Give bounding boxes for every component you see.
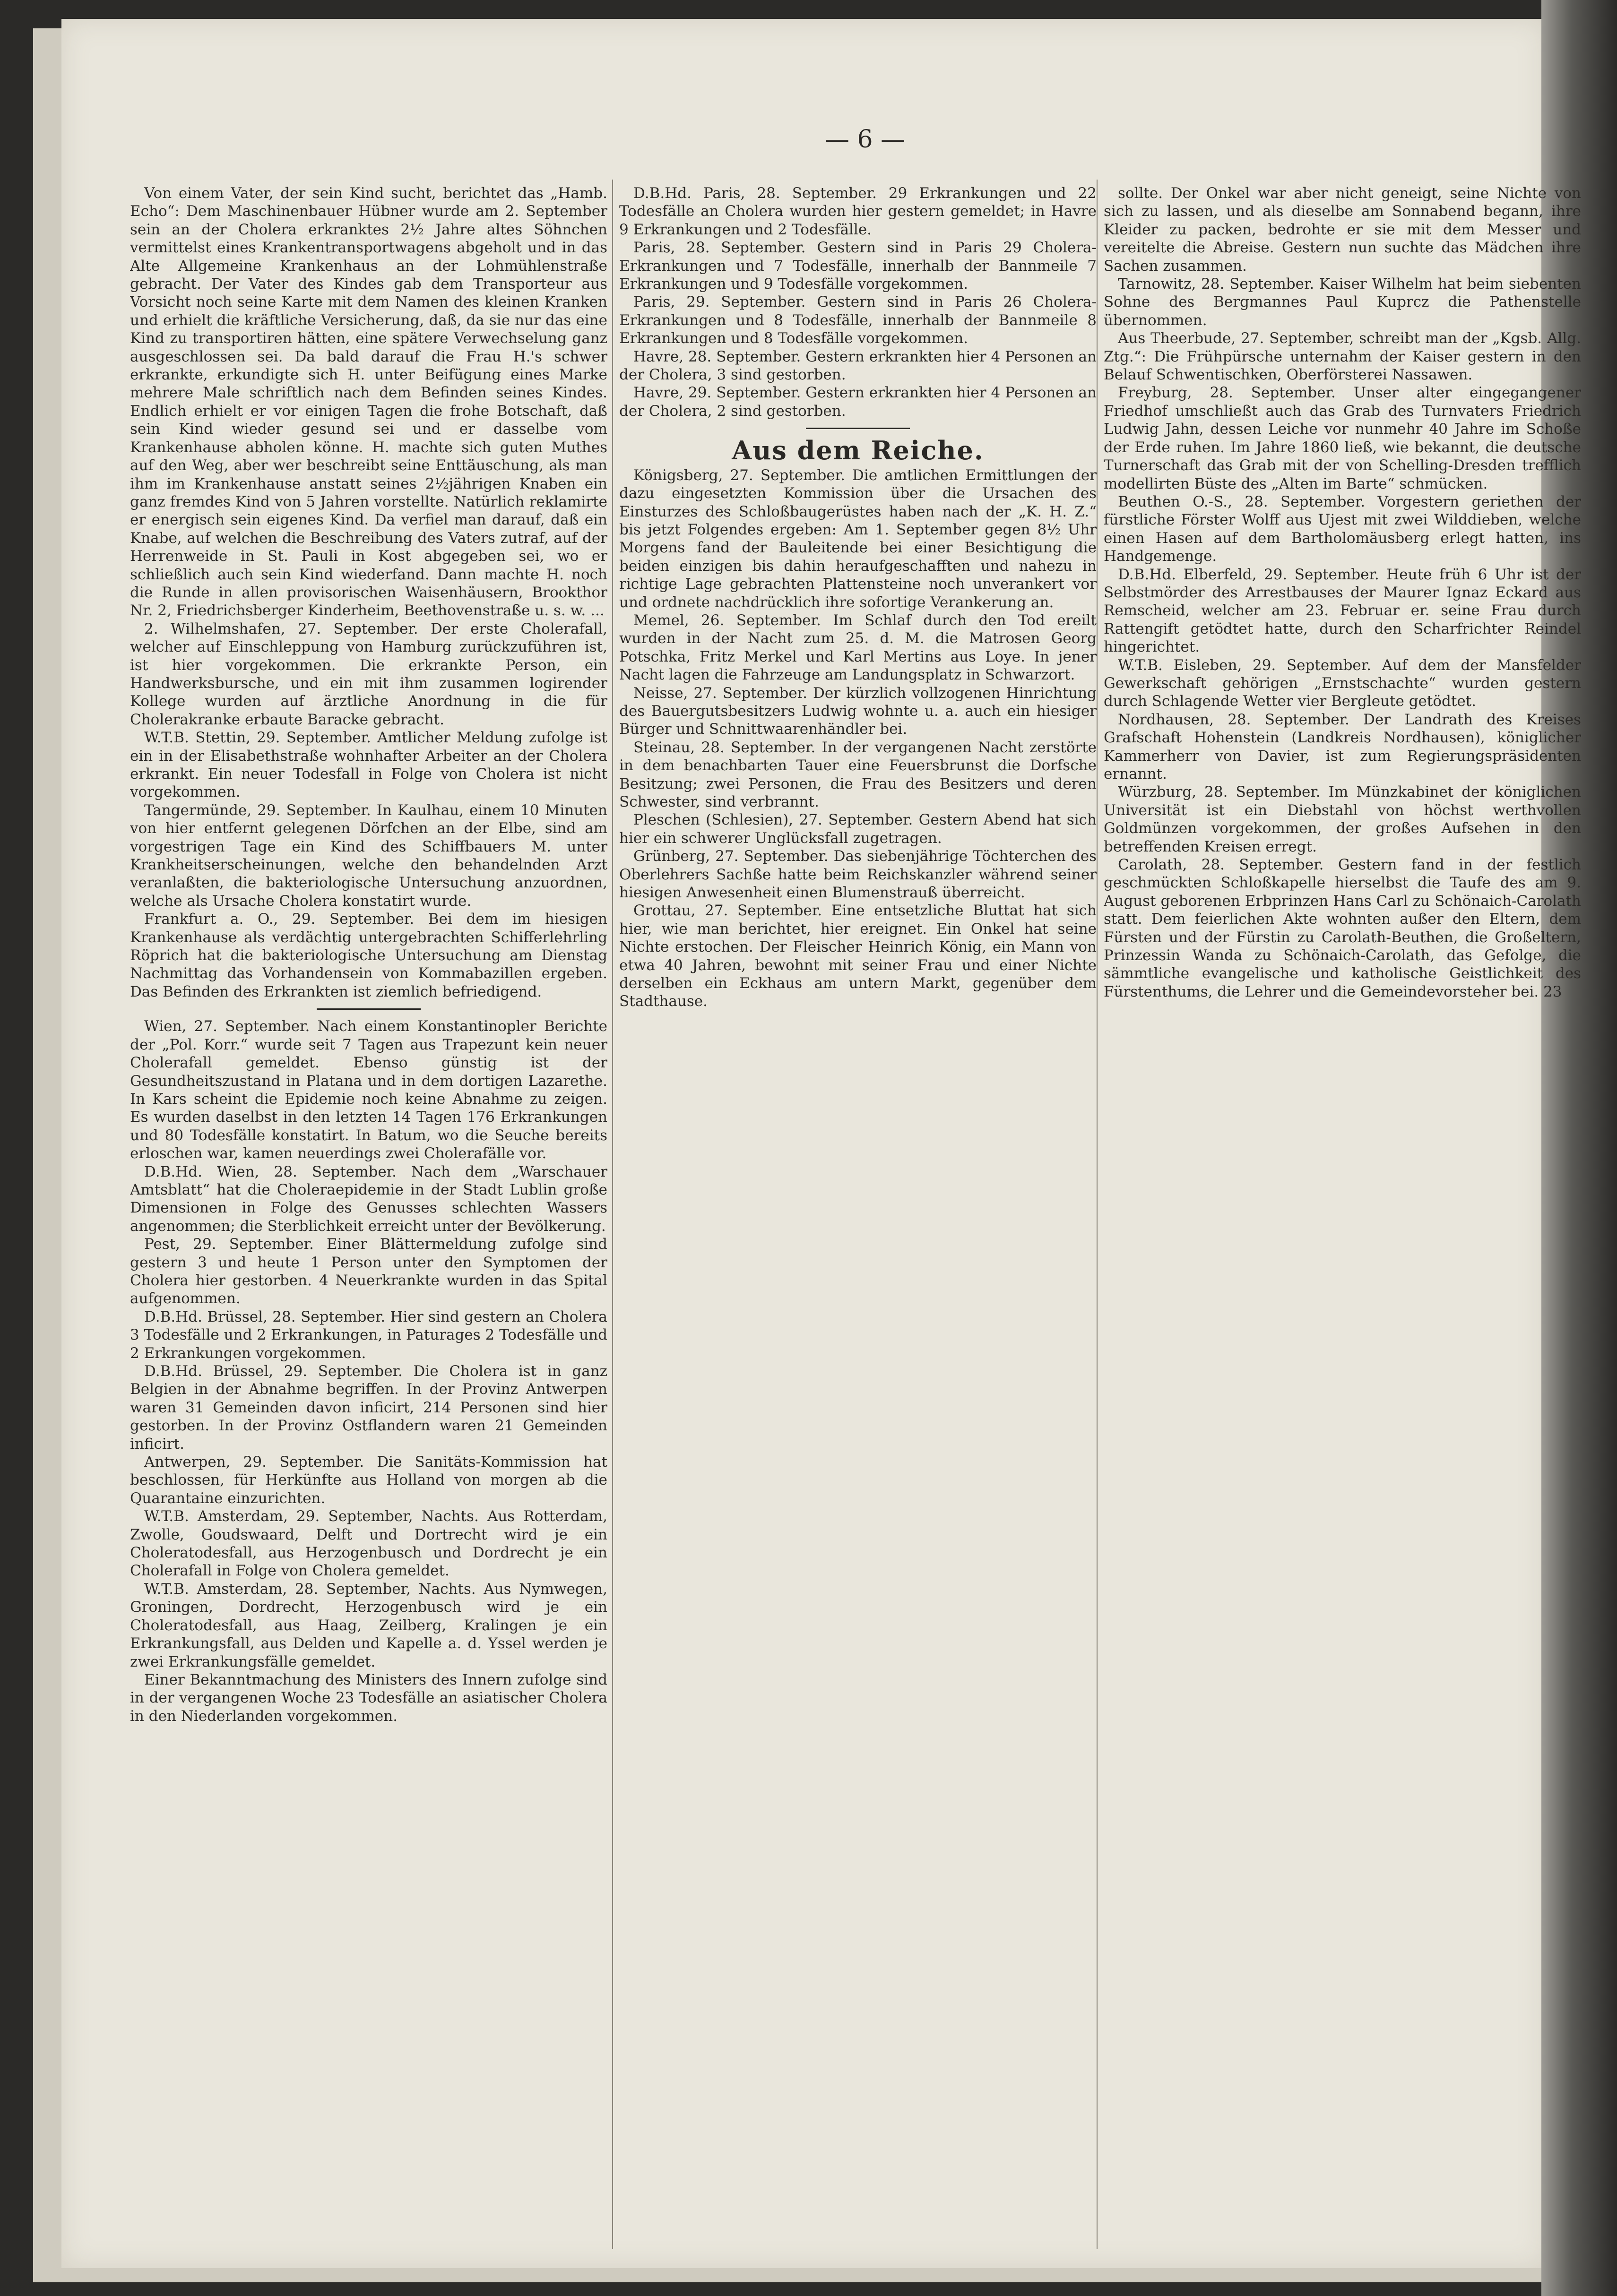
article-paragraph: Nordhausen, 28. September. Der Landrath des Kreises Grafschaft Hohenstein (Landkreis Nordhausen), königlicher Kammerherr von Davier, ist zum Regierungspräsidenten ernannt.	[1104, 711, 1581, 783]
article-paragraph: Tarnowitz, 28. September. Kaiser Wilhelm hat beim siebenten Sohne des Bergmannes Paul Kuprcz die Pathenstelle übernommen.	[1104, 275, 1581, 329]
column-1	[130, 184, 607, 2263]
article-paragraph: Aus Theerbude, 27. September, schreibt man der „Kgsb. Allg. Ztg.“: Die Frühpürsche unternahm der Kaiser gestern in den Belauf Schwentischken, Oberförsterei Nassawen.	[1104, 330, 1581, 384]
article-paragraph: Beuthen O.-S., 28. September. Vorgestern geriethen der fürstliche Förster Wolff aus Ujest mit zwei Wilddieben, welche einen Hasen auf dem Bartholomäusberg erlegt hatten, ins Handgemenge.	[1104, 493, 1581, 565]
article-paragraph: Havre, 29. September. Gestern erkrankten hier 4 Personen an der Cholera, 2 sind gestorben.	[619, 384, 1097, 420]
article-paragraph: Paris, 29. September. Gestern sind in Paris 26 Cholera-Erkrankungen und 8 Todesfälle, innerhalb der Bannmeile 8 Erkrankungen und 8 Todesfälle vorgekommen.	[619, 293, 1097, 347]
article-paragraph: Tangermünde, 29. September. In Kaulhau, einem 10 Minuten von hier entfernt gelegenen Dörfchen an der Elbe, sind am vorgestrigen Tage ein Kind des Schiffbauers M. unter Krankheitserscheinungen, welche den behandelnden Arzt veranlaßten, die bakteriologische Untersuchung anzuordnen, welche als Ursache Cholera konstatirt wurde.	[130, 801, 607, 910]
article-paragraph: W.T.B. Eisleben, 29. September. Auf dem der Mansfelder Gewerkschaft gehörigen „Ernstschachte“ wurden gestern durch Schlagende Wetter vier Bergleute getödtet.	[1104, 656, 1581, 710]
article-paragraph: Freyburg, 28. September. Unser alter eingegangener Friedhof umschließt auch das Grab des Turnvaters Friedrich Ludwig Jahn, dessen Leiche vor nunmehr 40 Jahre im Schoße der Erde ruhen. Im Jahre 1860 ließ, wie bekannt, die deutsche Turnerschaft das Grab mit der von Schelling-Dresden trefflich modellirten Büste des „Alten im Barte“ schmücken.	[1104, 384, 1581, 492]
article-paragraph: Würzburg, 28. September. Im Münzkabinet der königlichen Universität ist ein Diebstahl von höchst werthvollen Goldmünzen vorgekommen, der großes Aufsehen in den betreffenden Kreisen erregt.	[1104, 783, 1581, 855]
page-number: — 6 —	[824, 125, 906, 154]
article-paragraph: Carolath, 28. September. Gestern fand in der festlich geschmückten Schloßkapelle hierselbst die Taufe des am 9. August geborenen Erbprinzen Hans Carl zu Schönaich-Carolath statt. Dem feierlichen Akte wohnten außer den Eltern, dem Fürsten und der Fürstin zu Carolath-Beuthen, die Großeltern, Prinzessin Wanda zu Schönaich-Carolath, das Gefolge, die sämmtliche evangelische und katholische Geistlichkeit des Fürstenthums, die Lehrer und die Gemeindevorsteher bei. 23	[1104, 856, 1581, 1000]
column-3	[1104, 184, 1581, 2263]
article-paragraph: D.B.Hd. Wien, 28. September. Nach dem „Warschauer Amtsblatt“ hat die Choleraepidemie in der Stadt Lublin große Dimensionen in Folge des Genusses schlechten Wassers angenommen; die Sterblichkeit erreicht unter der Bevölkerung.	[130, 1163, 607, 1235]
article-paragraph: Memel, 26. September. Im Schlaf durch den Tod ereilt wurden in der Nacht zum 25. d. M. die Matrosen Georg Potschka, Fritz Merkel und Karl Mertins aus Loye. In jener Nacht lagen die Fahrzeuge am Landungsplatz in Schwarzort.	[619, 611, 1097, 684]
article-paragraph: D.B.Hd. Elberfeld, 29. September. Heute früh 6 Uhr ist der Selbstmörder des Arrestbauses der Maurer Ignaz Eckard aus Remscheid, welcher am 23. Februar er. seine Frau durch Rattengift getödtet hatte, durch den Scharfrichter Reindel hingerichtet.	[1104, 566, 1581, 656]
article-paragraph: Grottau, 27. September. Eine entsetzliche Bluttat hat sich hier, wie man berichtet, hier ereignet. Ein Onkel hat seine Nichte erstochen. Der Fleischer Heinrich König, ein Mann von etwa 40 Jahren, bewohnt mit seiner Frau und einer Nichte derselben ein Eckhaus am untern Markt, gegenüber dem Stadthause.	[619, 902, 1097, 1010]
article-paragraph: Königsberg, 27. September. Die amtlichen Ermittlungen der dazu eingesetzten Kommission über die Ursachen des Einsturzes des Schloßbaugerüstes haben nach der „K. H. Z.“ bis jetzt Folgendes ergeben: Am 1. September gegen 8½ Uhr Morgens fand der Bauleitende bei einer Besichtigung die beiden einzigen bis dahin heraufgeschafften und nahezu in richtige Lage gebrachten Plattensteine noch unverankert vor und ordnete nachdrücklich ihre sofortige Verankerung an.	[619, 466, 1097, 611]
column-separator	[612, 180, 613, 2249]
article-paragraph: W.T.B. Amsterdam, 29. September, Nachts. Aus Rotterdam, Zwolle, Goudswaard, Delft und Dortrecht wird je ein Choleratodesfall, aus Herzogenbusch und Dordrecht je ein Cholerafall in Folge von Cholera gemeldet.	[130, 1508, 607, 1580]
section-rule	[806, 428, 910, 429]
article-paragraph: Grünberg, 27. September. Das siebenjährige Töchterchen des Oberlehrers Sachße hatte beim Reichskanzler während seiner hiesigen Anwesenheit einen Blumenstrauß überreicht.	[619, 848, 1097, 902]
article-paragraph: W.T.B. Amsterdam, 28. September, Nachts. Aus Nymwegen, Groningen, Dordrecht, Herzogenbusch wird je ein Choleratodesfall, aus Haag, Zeilberg, Kralingen je ein Erkrankungsfall, aus Delden und Kapelle a. d. Yssel werden je zwei Erkrankungsfälle gemeldet.	[130, 1580, 607, 1670]
article-paragraph: Antwerpen, 29. September. Die Sanitäts-Kommission hat beschlossen, für Herkünfte aus Holland von morgen ab die Quarantaine einzurichten.	[130, 1453, 607, 1507]
column-2	[619, 184, 1097, 2263]
article-paragraph: W.T.B. Stettin, 29. September. Amtlicher Meldung zufolge ist ein in der Elisabethstraße wohnhafter Arbeiter an der Cholera erkrankt. Ein neuer Todesfall in Folge von Cholera ist nicht vorgekommen.	[130, 729, 607, 801]
article-paragraph: Von einem Vater, der sein Kind sucht, berichtet das „Hamb. Echo“: Dem Maschinenbauer Hübner wurde am 2. September sein an der Cholera erkranktes 2½ Jahre altes Söhnchen vermittelst eines Krankentransportwagens abgeholt und in das Alte Allgemeine Krankenhaus an der Lohmühlenstraße gebracht. Der Vater des Kindes gab dem Transporteur aus Vorsicht noch seine Karte mit dem Namen des kleinen Kranken und erhielt die kräftliche Versicherung, daß, da sie nur das eine Kind zu transportiren hätten, eine spätere Verwechselung ganz ausgeschlossen sei. Da bald darauf die Frau H.'s schwer erkrankte, erkundigte sich H. unter Beifügung eines Marke mehrere Male schriftlich nach dem Befinden seines Kindes. Endlich erhielt er vor einigen Tagen die frohe Botschaft, daß sein Kind wieder gesund sei und er dasselbe vom Krankenhause abholen könne. H. machte sich guten Muthes auf den Weg, aber wer beschreibt seine Enttäuschung, als man ihm im Krankenhause anstatt seines 2½jährigen Knaben ein ganz fremdes Kind von 5 Jahren vorstellte. Natürlich reklamirte er energisch sein eigenes Kind. Da verfiel man darauf, daß ein Knabe, auf welchen die Beschreibung des Vaters zutraf, auf der Herrenweide in St. Pauli in Kost abgegeben sei, wo er schließlich auch sein Kind wiederfand. Dann machte H. noch die Runde in allen provisorischen Waisenhäusern, Brookthor Nr. 2, Friedrichsberger Kinderheim, Beethovenstraße u. s. w. ...	[130, 185, 607, 619]
article-paragraph: Paris, 28. September. Gestern sind in Paris 29 Cholera-Erkrankungen und 7 Todesfälle, innerhalb der Bannmeile 7 Erkrankungen und 9 Todesfälle vorgekommen.	[619, 239, 1097, 293]
section-heading: Aus dem Reiche.	[732, 435, 984, 466]
article-paragraph: Pest, 29. September. Einer Blättermeldung zufolge sind gestern 3 und heute 1 Person unter den Symptomen der Cholera hier gestorben. 4 Neuerkrankte wurden in das Spital aufgenommen.	[130, 1236, 607, 1307]
article-paragraph: D.B.Hd. Brüssel, 28. September. Hier sind gestern an Cholera 3 Todesfälle und 2 Erkrankungen, in Paturages 2 Todesfälle und 2 Erkrankungen vorgekommen.	[130, 1308, 607, 1362]
article-paragraph: Wien, 27. September. Nach einem Konstantinopler Berichte der „Pol. Korr.“ wurde seit 7 Tagen aus Trapezunt kein neuer Cholerafall gemeldet. Ebenso günstig ist der Gesundheitszustand in Platana und in dem dortigen Lazarethe. In Kars scheint die Epidemie noch keine Abnahme zu zeigen. Es wurden daselbst in den letzten 14 Tagen 176 Erkrankungen und 80 Todesfälle konstatirt. In Batum, wo die Seuche bereits erloschen war, kamen neuerdings zwei Cholerafälle vor.	[130, 1018, 607, 1162]
article-paragraph: Steinau, 28. September. In der vergangenen Nacht zerstörte in dem benachbarten Tauer eine Feuersbrunst die Dorfsche Besitzung; zwei Personen, die Frau des Besitzers und deren Schwester, sind verbrannt.	[619, 739, 1097, 810]
article-paragraph: Einer Bekanntmachung des Ministers des Innern zufolge sind in der vergangenen Woche 23 Todesfälle an asiatischer Cholera in den Niederlanden vorgekommen.	[130, 1671, 607, 1725]
article-paragraph: 2. Wilhelmshafen, 27. September. Der erste Cholerafall, welcher auf Einschleppung von Hamburg zurückzuführen ist, ist hier vorgekommen. Die erkrankte Person, ein Handwerksbursche, und ein mit ihm zusammen logirender Kollege wurden auf ärztliche Anordnung in die für Cholerakranke erbaute Baracke gebracht.	[130, 620, 607, 728]
article-paragraph: D.B.Hd. Brüssel, 29. September. Die Cholera ist in ganz Belgien in der Abnahme begriffen. In der Provinz Antwerpen waren 31 Gemeinden davon inficirt, 214 Personen sind hier gestorben. In der Provinz Ostflandern waren 21 Gemeinden inficirt.	[130, 1363, 607, 1453]
article-paragraph: Neisse, 27. September. Der kürzlich vollzogenen Hinrichtung des Bauergutsbesitzers Ludwig wohnte u. a. auch ein hiesiger Bürger und Schnittwaarenhändler bei.	[619, 684, 1097, 738]
article-paragraph: sollte. Der Onkel war aber nicht geneigt, seine Nichte von sich zu lassen, und als dieselbe am Sonnabend begann, ihre Kleider zu packen, bedrohte er sie mit dem Messer und vereitelte die Abreise. Gestern nun suchte das Mädchen ihre Sachen zusammen.	[1104, 185, 1581, 275]
article-paragraph: Pleschen (Schlesien), 27. September. Gestern Abend hat sich hier ein schwerer Unglücksfall zugetragen.	[619, 811, 1097, 847]
article-paragraph: D.B.Hd. Paris, 28. September. 29 Erkrankungen und 22 Todesfälle an Cholera wurden hier gestern gemeldet; in Havre 9 Erkrankungen und 2 Todesfälle.	[619, 185, 1097, 238]
section-rule	[317, 1008, 421, 1010]
column-separator	[1097, 180, 1098, 2249]
article-paragraph: Frankfurt a. O., 29. September. Bei dem im hiesigen Krankenhause als verdächtig untergebrachten Schifferlehrling Röprich hat die bakteriologische Untersuchung am Dienstag Nachmittag das Vorhandensein von Kommabazillen ergeben. Das Befinden des Erkrankten ist ziemlich befriedigend.	[130, 911, 607, 1000]
article-paragraph: Havre, 28. September. Gestern erkrankten hier 4 Personen an der Cholera, 3 sind gestorben.	[619, 348, 1097, 384]
